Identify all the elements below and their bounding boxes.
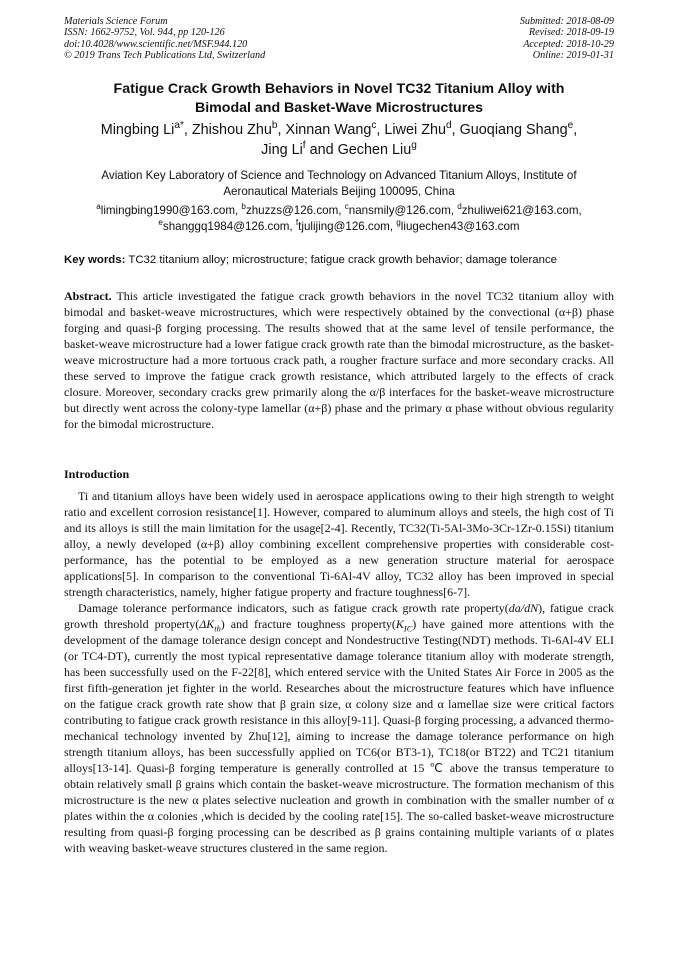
author-separator: , — [183, 122, 192, 138]
doi-line[interactable]: doi:10.4028/www.scientific.net/MSF.944.120 — [64, 38, 248, 50]
author-affiliation-mark: e — [567, 120, 574, 132]
email-address[interactable]: zhuzzs@126.com, — [245, 204, 345, 217]
paragraph — [64, 600, 614, 856]
math-da-dn: da/dN — [508, 601, 539, 615]
email-address[interactable]: shanggq1984@126.com, — [162, 220, 296, 233]
abstract-text: This article investigated the fatigue crack growth behaviors in the novel TC32 titanium alloy with bimodal and basket-weave microstructures, which were respectively obtained by the convectional (α+β) phase forging and quasi-β forging processing. The results showed that at the same level of tensile performance, the basket-weave microstructure had a lower fatigue crack growth rate than the bimodal microstructure, as the basket-weave microstructure had a more tortuous crack path, a rougher fracture surface and more secondary cracks. All these served to improve the fatigue crack growth resistance, which attributed largely to the effects of crack closure. Moreover, secondary cracks grew primarily along the α/β interfaces for the basket-weave microstructure but directly went across the colony-type lamellar (α+β) phase and the primary α phase without obvious regularity for the bimodal microstructure. — [64, 289, 614, 431]
author-name: Liwei Zhu — [384, 122, 446, 138]
author-separator: , — [451, 122, 460, 138]
author-name: Jing Li — [261, 142, 303, 158]
author-affiliation-mark: g — [411, 140, 417, 152]
email-address[interactable]: tjulijing@126.com, — [298, 220, 397, 233]
accepted-date: Accepted: 2018-10-29 — [523, 38, 614, 50]
author-separator: , — [376, 122, 385, 138]
author-affiliation-mark: b — [271, 120, 278, 132]
abstract-label: Abstract. — [64, 289, 112, 303]
email-address[interactable]: zhuliwei621@163.com, — [461, 204, 582, 217]
journal-name: Materials Science Forum — [64, 16, 168, 27]
email-address[interactable]: liugechen43@163.com — [400, 220, 520, 233]
author-name: Gechen Liu — [337, 142, 412, 158]
issn-line: ISSN: 1662-9752, Vol. 944, pp 120-126 — [64, 27, 225, 39]
author-name: Zhishou Zhu — [191, 122, 272, 138]
email-mark: b — [241, 202, 246, 212]
email-mark: d — [457, 202, 462, 212]
online-date: Online: 2019-01-31 — [532, 50, 614, 62]
affiliation-line-1: Aviation Key Laboratory of Science and Technology on Advanced Titanium Alloys, Institute of — [101, 169, 577, 182]
affiliation-line-2: Aeronautical Materials Beijing 100095, China — [223, 185, 455, 198]
email-mark: e — [158, 218, 163, 228]
title-line-2: Bimodal and Basket-Wave Microstructures — [194, 100, 484, 116]
author-list — [40, 120, 638, 160]
email-mark: a — [96, 202, 101, 212]
paper-title — [50, 80, 628, 118]
math-subscript-th: th — [214, 624, 221, 634]
author-affiliation-mark: a* — [174, 120, 184, 132]
paragraph: Ti and titanium alloys have been widely used in aerospace applications owing to their high strength to weight ratio and excellent corrosion resistance[1]. However, compared to aluminum alloys and steels, the high cost of Ti and its alloys is still the main limitation for the usage[2-4]. Recently, TC32(Ti-5Al-3Mo-3Cr-1Zr-0.15Si) titanium alloy, a newly developed (α+β) alloy combining excellent comprehensive properties with considerable cost-performance, has the potential to be employed as a new generation structure material for aerospace applications[5]. In comparison to the conventional Ti-6Al-4V alloy, TC32 alloy has been improved in special strength characteristics, namely, higher fatigue property and fracture toughness[6-7]. — [64, 489, 614, 599]
keywords — [64, 253, 624, 268]
submitted-date: Submitted: 2018-08-09 — [519, 16, 614, 27]
email-mark: f — [295, 218, 299, 228]
author-affiliation-mark: d — [446, 120, 452, 132]
author-name: Guoqiang Shang — [459, 122, 568, 138]
title-line-1: Fatigue Crack Growth Behaviors in Novel TC32 Titanium Alloy with — [113, 81, 565, 97]
publication-dates — [520, 16, 614, 62]
paragraph-text: Damage tolerance performance indicators, such as fatigue crack growth rate property( — [78, 601, 509, 615]
email-mark: c — [344, 202, 349, 212]
revised-date: Revised: 2018-09-19 — [528, 27, 614, 39]
author-affiliation-mark: f — [302, 140, 306, 152]
journal-info — [64, 16, 265, 62]
abstract — [64, 288, 614, 432]
keywords-text: TC32 titanium alloy; microstructure; fatigue crack growth behavior; damage tolerance — [125, 254, 557, 266]
author-name: Xinnan Wang — [285, 122, 372, 138]
paragraph-text: ), fatigue crack growth threshold property( — [64, 601, 614, 631]
email-address[interactable]: nansmily@126.com, — [348, 204, 458, 217]
paragraph-text: ) have gained more attentions with the development of the damage tolerance design concept and Nondestructive Testing(NDT) methods. Ti-6Al-4V ELI (or TC4-DT), currently the most typical representative damage tolerance titanium alloy with moderate strength, has been successfully used on the F-22[8], which entered service with the United States Air Force in 2005 as the first fifth-generation jet fighter in the world. Researches about the microstructure features which have influence on the fatigue crack growth rate show that β grain size, α colony size and α lamellae size were critical factors contributing to fatigue crack growth resistance in this alloy[9-11]. Quasi-β forging processing, a advanced thermo-mechanical technology invented by Zhu[12], aiming to increase the damage tolerance performance on high strength titanium alloys, has been successfully applied on TC6(or BT3-1), TC18(or BT22) and TC21 titanium alloys[13-14]. Quasi-β forging temperature is generally controlled at 15 ℃ above the transus temperature to obtain relatively small β grains which contain the basket-weave microstructure. The formation mechanism of this microstructure is the new α plates selective nucleation and growth in combination with the smaller number of α plates within the α colonies ,which is decided by the cooling rate[15]. The so-called basket-weave microstructure resulting from quasi-β forging processing can be described as β grains containing multiple variants of α plates with weaving basket-weave structures clustered in the same region. — [64, 617, 614, 855]
paragraph-text: ) and fracture toughness property( — [220, 617, 396, 631]
math-k: K — [395, 617, 404, 631]
author-separator: , — [277, 122, 286, 138]
author-name: Mingbing Li — [100, 122, 175, 138]
author-emails — [50, 203, 628, 235]
author-separator: and — [305, 142, 338, 158]
introduction-body — [64, 488, 614, 856]
email-mark: g — [396, 218, 401, 228]
author-affiliation-mark: c — [371, 120, 377, 132]
copyright-line: © 2019 Trans Tech Publications Ltd, Switzerland — [64, 50, 266, 62]
author-separator: , — [573, 122, 578, 138]
affiliation — [60, 168, 618, 200]
keywords-label: Key words: — [64, 254, 126, 266]
section-heading-introduction: Introduction — [64, 467, 130, 481]
math-subscript-ic: IC — [403, 624, 413, 634]
math-delta-k: ΔK — [199, 617, 215, 631]
email-address[interactable]: limingbing1990@163.com, — [100, 204, 242, 217]
